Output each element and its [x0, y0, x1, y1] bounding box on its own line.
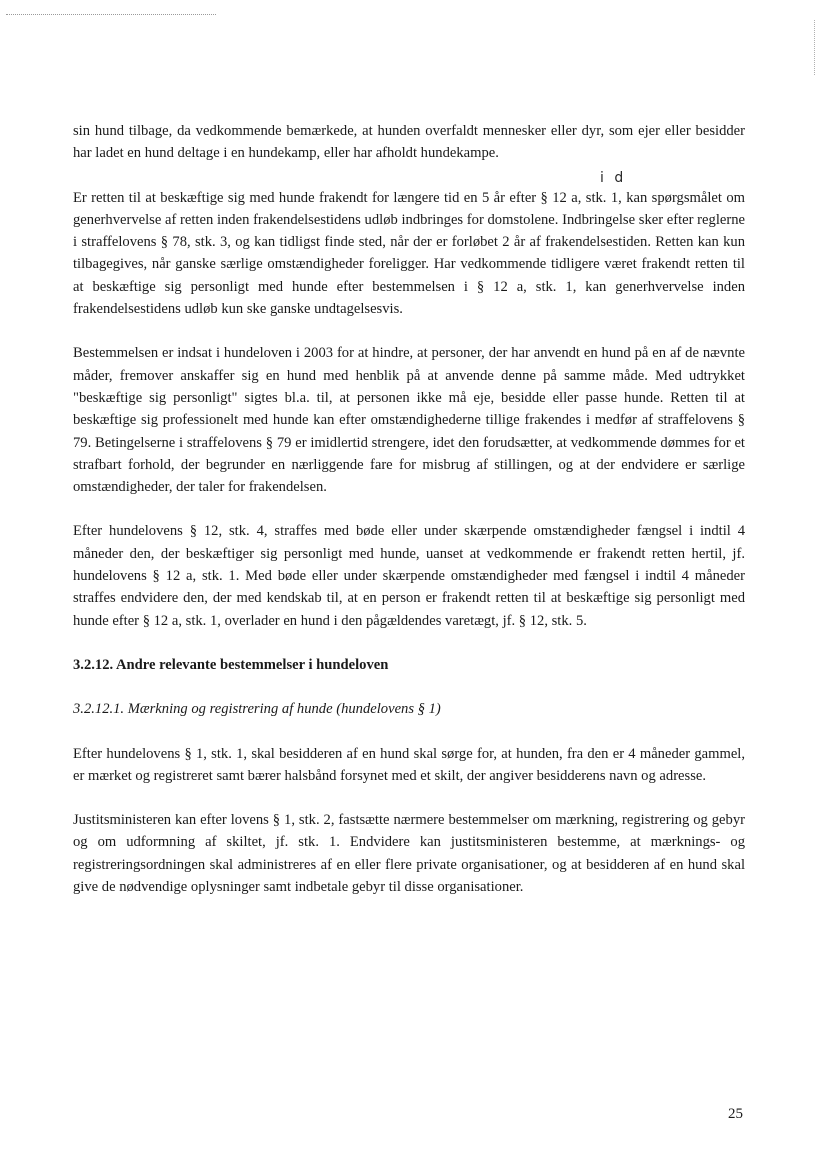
- handwritten-correction: i d: [600, 170, 627, 186]
- scan-artifact-right-line: [814, 20, 815, 75]
- body-paragraph-2: Er retten til at beskæftige sig med hunde frakendt for længere tid en 5 år efter § 12 a, stk. 1, kan spørgsmålet om generhvervelse af retten inden frakendelsestidens udløb indbringes for domstolene. Indbringelse sker efter reglerne i straffelovens § 78, stk. 3, og kan tidligst finde sted, når der er forløbet 2 år af frakendelsestiden. Retten kan kun tilbagegives, når ganske særlige omstændigheder foreligger. Har vedkommende tidligere været frakendt retten til at beskæftige sig personligt med hunde efter bestemmelsen i § 12 a, stk. 1, kan generhvervelse inden frakendelsestidens udløb kun ske ganske undtagelsesvis.: [73, 189, 745, 318]
- scan-artifact-top-line: [6, 14, 216, 15]
- body-paragraph-1: sin hund tilbage, da vedkommende bemærkede, at hunden overfaldt mennesker eller dyr, som ejer eller besidder har ladet en hund deltage i en hundekamp, eller har afholdt hundekampe.: [73, 123, 745, 162]
- section-heading: 3.2.12. Andre relevante bestemmelser i hundeloven: [73, 656, 389, 673]
- document-body: [73, 120, 745, 898]
- subsection-paragraph-2: Justitsministeren kan efter lovens § 1, stk. 2, fastsætte nærmere bestemmelser om mærkning, registrering og gebyr og om udformning af skiltet, jf. stk. 1. Endvidere kan justitsministeren bestemme, at mærknings- og registreringsordningen skal administreres af en eller flere private organisationer, og at besidderen af en hund skal give de nødvendige oplysninger samt indbetale gebyr til disse organisationer.: [73, 812, 745, 896]
- body-paragraph-3: Bestemmelsen er indsat i hundeloven i 2003 for at hindre, at personer, der har anvendt en hund på en af de nævnte måder, fremover anskaffer sig en hund med henblik på at anvende denne på samme måde. Med udtrykket "beskæftige sig personligt" sigtes bl.a. til, at personen ikke må eje, besidde eller passe hunde. Retten til at beskæftige sig professionelt med hunde kan efter omstændighederne tillige frakendes i medfør af straffelovens § 79. Betingelserne i straffelovens § 79 er imidlertid strengere, idet den forudsætter, at vedkommende dømmes for et strafbart forhold, der begrunder en nærliggende fare for misbrug af stillingen, og at der endvidere er særlige omstændigheder, der taler for frakendelsen.: [73, 345, 745, 496]
- subsection-paragraph-1: Efter hundelovens § 1, stk. 1, skal besidderen af en hund skal sørge for, at hunden, fra den er 4 måneder gammel, er mærket og registreret samt bærer halsbånd forsynet med et skilt, der angiver besidderens navn og adresse.: [73, 745, 745, 784]
- subsection-heading: 3.2.12.1. Mærkning og registrering af hunde (hundelovens § 1): [73, 701, 441, 718]
- body-paragraph-4: Efter hundelovens § 12, stk. 4, straffes med bøde eller under skærpende omstændigheder fængsel i indtil 4 måneder den, der beskæftiger sig personligt med hunde, uanset at vedkommende er frakendt retten hertil, jf. hundelovens § 12 a, stk. 1. Med bøde eller under skærpende omstændigheder med fængsel i indtil 4 måneder straffes endvidere den, der med kendskab til, at en person er frakendt retten til at beskæftige sig personligt med hunde efter § 12 a, stk. 1, overlader en hund i den pågældendes varetægt, jf. § 12, stk. 5.: [73, 523, 745, 629]
- page-number: 25: [728, 1106, 743, 1122]
